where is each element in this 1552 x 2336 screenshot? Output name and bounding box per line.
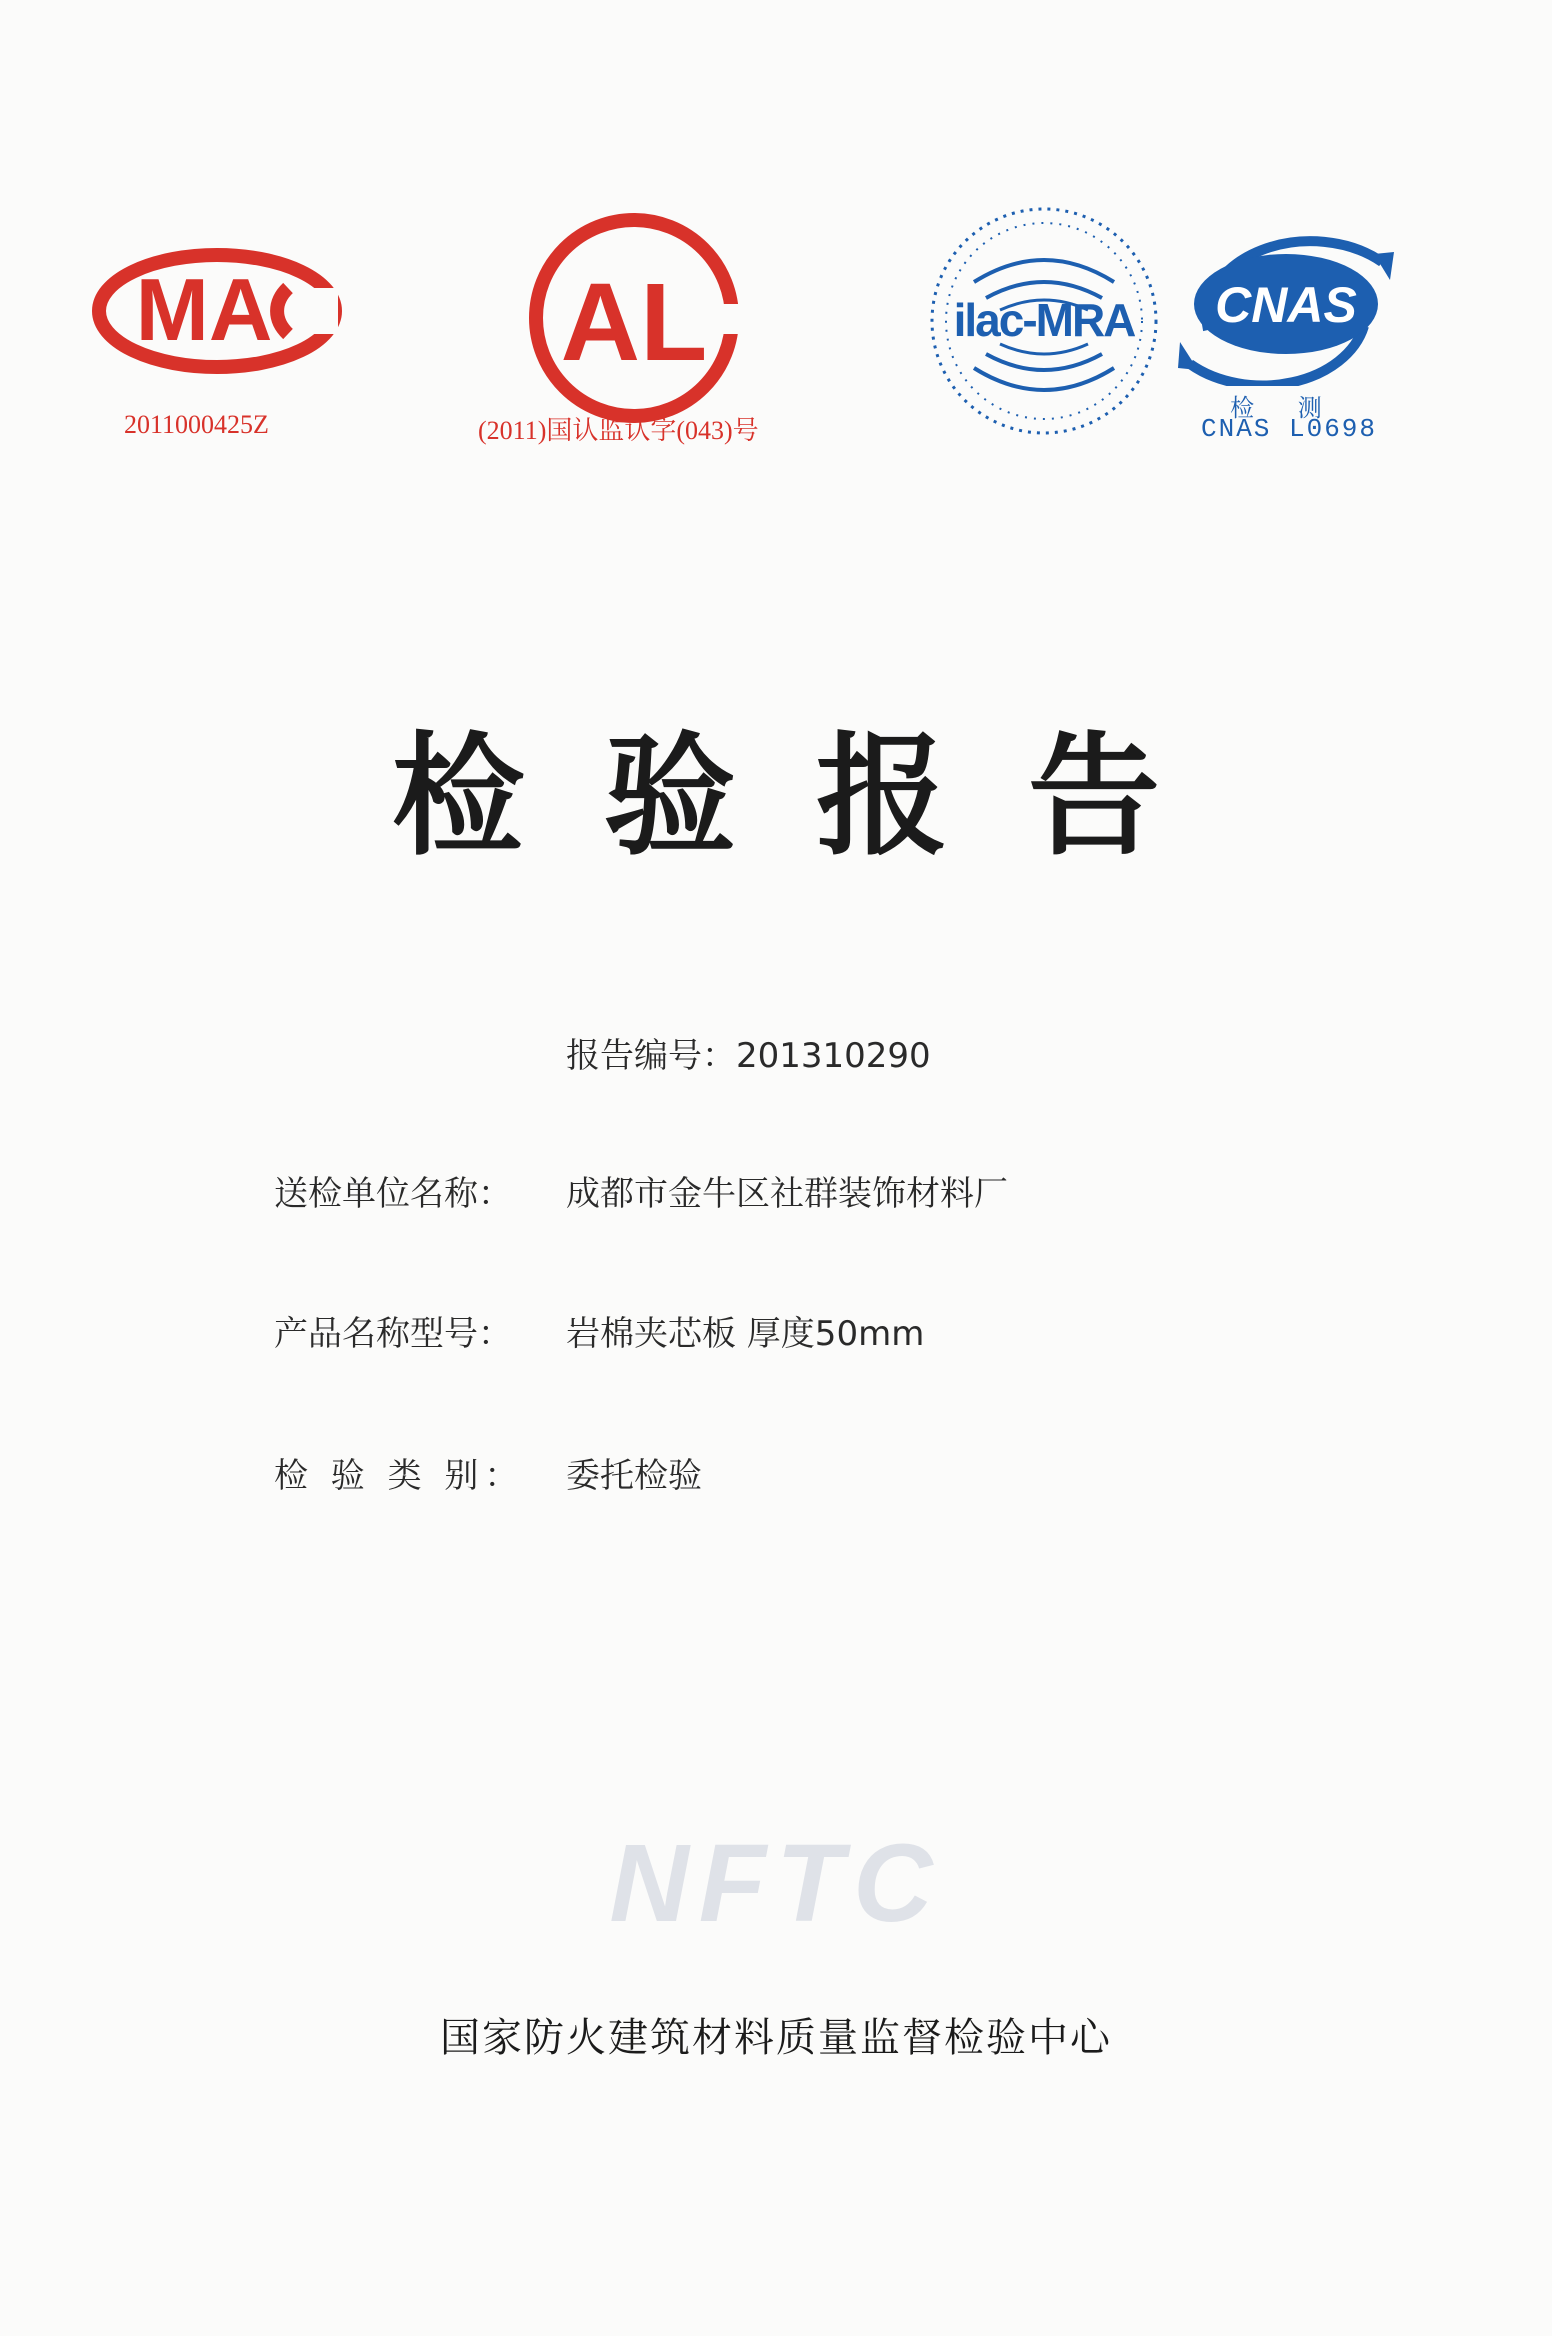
page-title: 检验报告	[392, 719, 1240, 874]
cnas-caption-top: 检 测	[1230, 394, 1340, 422]
cal-logo-text: AL	[560, 261, 708, 384]
field-label-test-type: 检 验 类 别：	[274, 1456, 525, 1496]
cnas-logo-text: CNAS	[1215, 277, 1357, 333]
cal-logo-caption: (2011)国认监认字(043)号	[478, 416, 759, 445]
field-value-submitter: 成都市金牛区社群装饰材料厂	[566, 1174, 1008, 1214]
field-value-test-type: 委托检验	[566, 1456, 702, 1496]
report-number-value: 201310290	[736, 1036, 931, 1076]
ilac-mra-text: ilac-MRA	[953, 294, 1135, 346]
ilac-mra-logo	[924, 198, 1164, 444]
report-number-label: 报告编号：	[566, 1036, 736, 1076]
issuer-name: 国家防火建筑材料质量监督检验中心	[440, 2015, 1112, 2061]
cma-logo-text: MA	[135, 260, 273, 359]
cnas-caption-bottom: CNAS L0698	[1200, 414, 1378, 444]
field-label-product: 产品名称型号：	[274, 1314, 512, 1354]
field-value-product: 岩棉夹芯板 厚度50mm	[566, 1314, 925, 1354]
nftc-watermark: NFTC	[609, 1822, 943, 1945]
cal-logo	[522, 212, 746, 424]
field-label-submitter: 送检单位名称：	[274, 1174, 512, 1214]
cma-logo	[92, 248, 342, 374]
cma-logo-caption: 2011000425Z	[124, 410, 269, 439]
report-number	[566, 1028, 931, 1077]
cnas-logo	[1168, 218, 1400, 386]
